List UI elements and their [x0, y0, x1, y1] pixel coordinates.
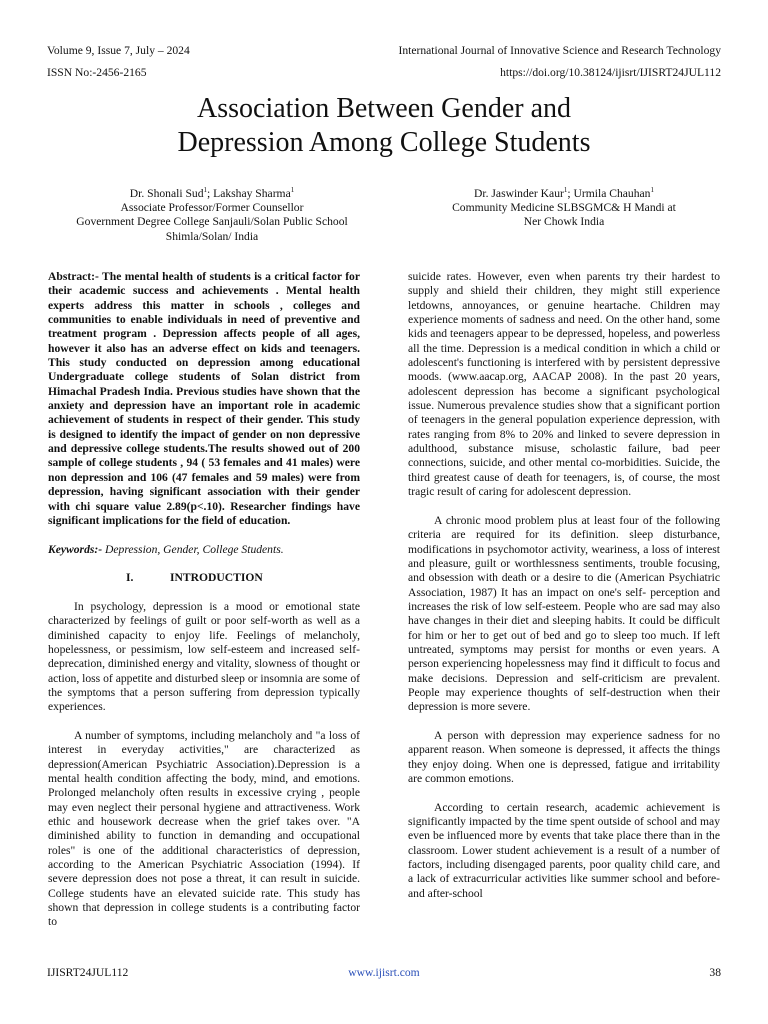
author-block-right	[392, 187, 736, 230]
volume-info: Volume 9, Issue 7, July – 2024	[47, 44, 190, 57]
right-paragraph-2: A chronic mood problem plus at least four of the following criteria are required for its definition. sleep disturbance, modifications in psychomotor activity, weariness, a loss of interest and pleasure, guilt or worthlessness sentiments, trouble focusing, and obsession with death or a desire to die (American Psychiatric Association, 1987) It has an impact on one's self- perception and increases the risk of low self-esteem. People who are sad may also have changes in their diet and sleeping habits. It could be difficult for him or her to get out of bed and go to sleep too much. If left untreated, symptoms may persist for months or even years. A person experiencing hopelessness may find it difficult to focus and make decisions. Depression and self-criticism are prevalent. People may experience thoughts of self-destruction when their depression is more severe.	[408, 513, 720, 714]
journal-name: International Journal of Innovative Science and Research Technology	[398, 44, 721, 57]
abstract: Abstract:- The mental health of students is a critical factor for their academic success and achievements . Mental health experts address this matter in schools , colleges and communities to enable individuals in need of preventive and treatment program . Depression affects people of all ages, however it also has an adverse effect on kids and teenagers. This study conducted on depression among educational Undergraduate college students of Solan district from Himachal Pradesh India. Previous studies have shown that the anxiety and depression have an important role in academic achievement of students in respect of their gender. This study is designed to identify the impact of gender on non depressive and depressive college students.The results showed out of 200 sample of college students , 94 ( 53 females and 41 males) were non depression and 106 (47 females and 59 males) were from depression, having significant association with their gender with chi square value 2.89(p<.10). Researcher findings have significant implications for the field of education.	[48, 270, 360, 527]
author-affiliation-right: Community Medicine SLBSGMC& H Mandi at	[452, 201, 676, 215]
keywords: Keywords:- Depression, Gender, College Students.	[48, 542, 284, 556]
doi-link[interactable]: https://doi.org/10.38124/ijisrt/IJISRT24JUL112	[500, 66, 721, 79]
left-column	[48, 270, 360, 930]
title-line-2: Depression Among College Students	[177, 127, 591, 158]
paper-title	[0, 92, 768, 160]
intro-paragraph-2: A number of symptoms, including melancholy and "a loss of interest in everyday activities," are characterized as depression(American Psychiatric Association).Depression is a mental health condition affecting the body, mind, and emotions. Prolonged melancholy often results in excessive crying , people may even neglect their personal hygiene and attractiveness. Work ethic and housework decrease when the grief takes over. "A diminished ability to function in demanding and occupational roles" is one of the additional characteristics of depression, according to the American Psychiatric Association (1994). If severe depression does not pose a threat, it can result in suicide. College students have an elevated suicide rate. This study has shown that depression in college students is a contributing factor to	[48, 729, 360, 929]
right-paragraph-4: According to certain research, academic achievement is significantly impacted by the time spent outside of school and may even be influenced more by events that take place there than in the classroom. Lower student achievement is a result of a number of factors, including disengaged parents, poor quality child care, and a lack of extracurricular activities like summer school and before- and after-school	[408, 800, 720, 900]
author-affiliation-left: Government Degree College Sanjauli/Solan Public School	[76, 215, 348, 229]
author-location-left: Shimla/Solan/ India	[165, 229, 259, 243]
right-column	[408, 270, 720, 901]
footer-site-link[interactable]: www.ijisrt.com	[348, 966, 420, 979]
right-paragraph-3: A person with depression may experience sadness for no apparent reason. When someone is depressed, it affects the things they enjoy doing. When one is depressed, fatigue and irritability are common emotions.	[408, 729, 720, 786]
author-location-right: Ner Chowk India	[523, 215, 605, 229]
author-names-right: Dr. Jaswinder Kaur$^1$; Urmila Chauhan$^1$	[474, 186, 654, 200]
title-line-1: Association Between Gender and	[197, 93, 571, 124]
footer-code: IJISRT24JUL112	[47, 966, 129, 979]
section-heading-introduction: I. INTRODUCTION	[126, 571, 263, 585]
author-role-left: Associate Professor/Former Counsellor	[120, 201, 304, 215]
right-paragraph-1: suicide rates. However, even when parents try their hardest to supply and shield their children, they might still experience letdowns, annoyances, or genuine heartache. Children may experience moments of sadness and need. On the other hand, some kids and teenagers appear to be depressed, hopeless, and powerless all the time. Depression is a medical condition in which a child or adolescent's functioning is interfered with by persistent depressive moods. (www.aacap.org, AACAP 2008). In the past 20 years, adolescent depression has become a significant psychological issue. Numerous prevalence studies show that a significant portion of teenagers in the general population experience depression, with rates ranging from 8% to 20% and linked to severe depression in adulthood, substance misuse, scholastic failure, bad peer connections, suicide, and other mental co-morbidities. Suicide, the third greatest cause of death for teenagers, is, of course, the most tragic result of caring for adolescent depression.	[408, 270, 720, 499]
issn: ISSN No:-2456-2165	[47, 66, 147, 79]
author-names-left: Dr. Shonali Sud$^1$; Lakshay Sharma$^1$	[129, 186, 295, 200]
author-block-left	[40, 187, 384, 244]
page-number: 38	[709, 966, 721, 979]
intro-paragraph-1: In psychology, depression is a mood or emotional state characterized by feelings of guilt or poor self-worth as well as a diminished capacity to enjoy life. Feelings of melancholy, hopelessness, or pessimism, low self-esteem and increased self-deprecation, diminished energy and vitality, slowness of thought or action, loss of appetite and disturbed sleep or insomnia are some of the symptoms that a person suffering from depression typically experiences.	[48, 599, 360, 714]
